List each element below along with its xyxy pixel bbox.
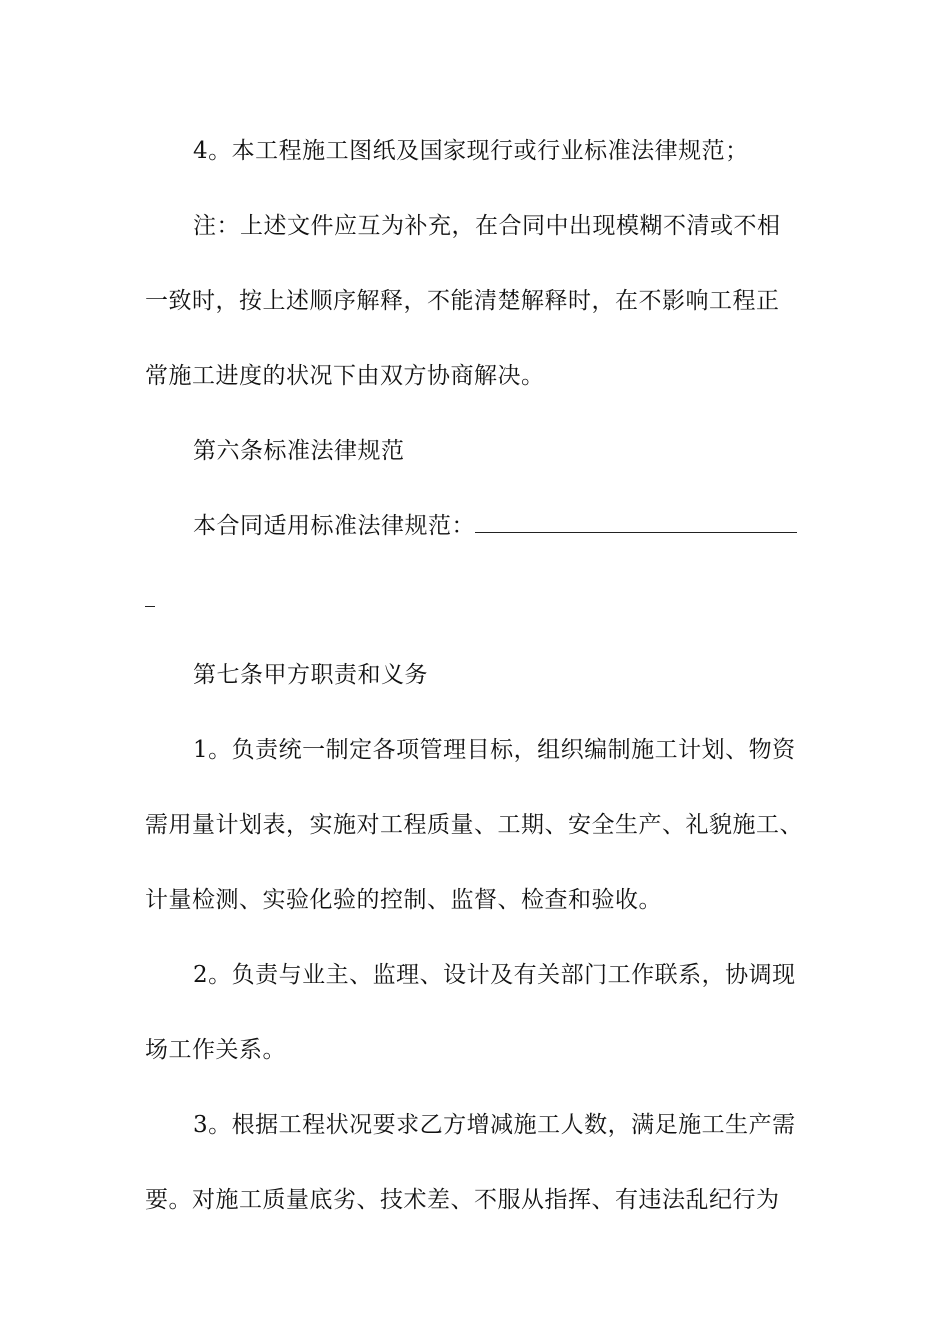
duty-2-line-1: 2。负责与业主、监理、设计及有关部门工作联系，协调现 — [193, 962, 796, 988]
note-line-1: 注：上述文件应互为补充，在合同中出现模糊不清或不相 — [193, 213, 781, 239]
clause-4-line: 4。本工程施工图纸及国家现行或行业标准法律规范； — [193, 138, 749, 164]
duty-1-line-2: 需用量计划表，实施对工程质量、工期、安全生产、礼貌施工、 — [145, 812, 803, 838]
standards-blank-field — [475, 512, 797, 533]
article-7-heading: 第七条甲方职责和义务 — [193, 662, 428, 688]
applicable-standards-label: 本合同适用标准法律规范： — [193, 513, 475, 539]
duty-3-line-2: 要。对施工质量底劣、技术差、不服从指挥、有违法乱纪行为 — [145, 1187, 780, 1213]
note-line-3: 常施工进度的状况下由双方协商解决。 — [145, 363, 545, 389]
blank-continuation-underline — [145, 606, 155, 607]
article-6-heading: 第六条标准法律规范 — [193, 438, 405, 464]
duty-3-line-1: 3。根据工程状况要求乙方增减施工人数，满足施工生产需 — [193, 1112, 796, 1138]
duty-2-line-2: 场工作关系。 — [145, 1037, 286, 1063]
note-line-2: 一致时，按上述顺序解释，不能清楚解释时，在不影响工程正 — [145, 288, 780, 314]
duty-1-line-1: 1。负责统一制定各项管理目标，组织编制施工计划、物资 — [193, 737, 796, 763]
applicable-standards-line — [193, 511, 893, 541]
duty-1-line-3: 计量检测、实验化验的控制、监督、检查和验收。 — [145, 887, 662, 913]
